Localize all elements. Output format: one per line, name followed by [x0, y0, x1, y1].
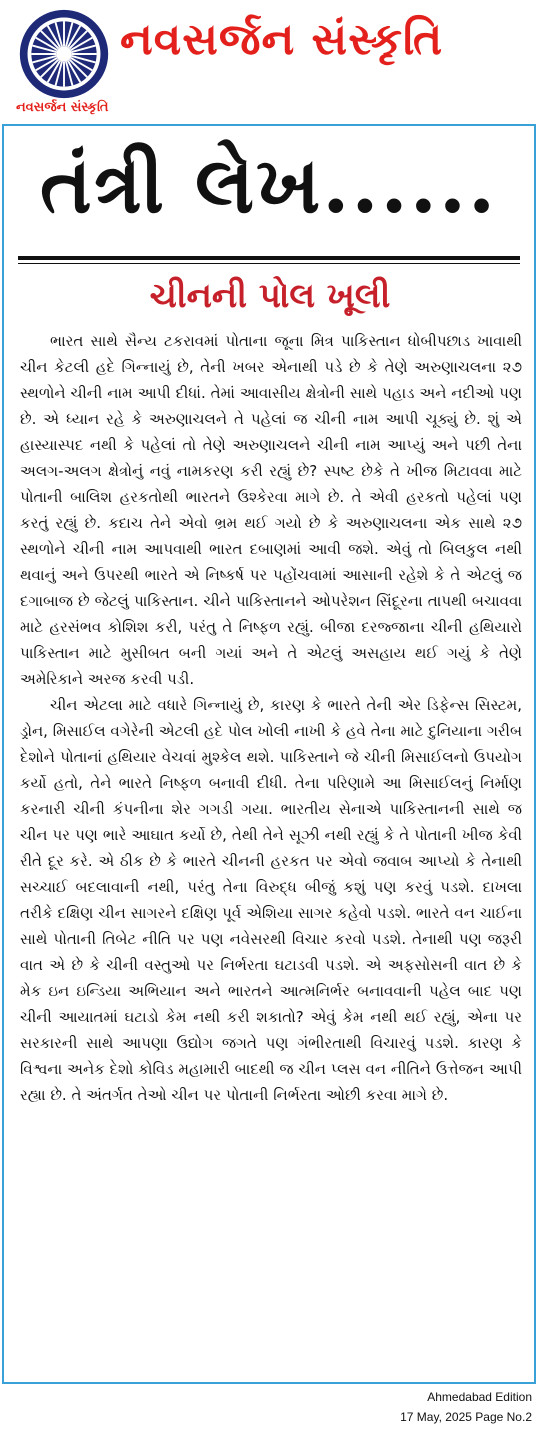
- edition-label: Ahmedabad Edition: [427, 1390, 532, 1404]
- title-rule-thick: [18, 256, 520, 260]
- section-title: તંત્રી લેખ......: [40, 140, 498, 231]
- article-paragraph: ભારત સાથે સૈન્ય ટકરાવમાં પોતાના જૂના મિત્ર પાકિસ્તાન ધોબીપછાડ ખાવાથી ચીન કેટલી હદે ગિન્નાયું છે, તેની ખબર એનાથી પડે છે કે તેણે અરુણાચલના ૨૭ સ્થળોને ચીની નામ આપી દીધાં. તેમાં આવાસીય ક્ષેત્રોની સાથે પહાડ અને નદીઓ પણ છે. એ ધ્યાન રહે કે અરુણાચલને તે પહેલાં જ ચીની નામ આપી ચૂક્યું છે. શું એ હાસ્યાસ્પદ નથી કે પહેલાં તો તેણે અરુણાચલને ચીની નામ આપ્યું અને પછી તેના અલગ-અલગ ક્ષેત્રોનું નવું નામકરણ કરી રહ્યું છે? સ્પષ્ટ છેકે તે ખીજ મિટાવવા માટે પોતાની બાલિશ હરકતોથી ભારતને ઉશ્કેરવા માગે છે. તે એવી હરકતો પહેલાં પણ કરતું રહ્યું છે. કદાચ તેને એવો ભ્રમ થઈ ગયો છે કે અરુણાચલના એક સાથે ૨૭ સ્થળોને ચીની નામ આપવાથી ભારત દબાણમાં આવી જશે. એવું તો બિલકુલ નથી થવાનું અને ઉપરથી ભારતે એ નિષ્કર્ષ પર પહોંચવામાં આસાની રહેશે કે તે એટલું જ દગાબાજ છે જેટલું પાકિસ્તાન. ચીને પાકિસ્તાનને ઓપરેશન સિંદૂરના તાપથી બચાવવા માટે હરસંભવ કોશિશ કરી, પરંતુ તે નિષ્ફળ રહ્યું. બીજા દરજ્જાના ચીની હથિયારો પાકિસ્તાન માટે મુસીબત બની ગયાં અને તે એટલું અસહાય થઈ ગયું કે તેણે અમેરિકાને અરજ કરવી પડી.: [20, 332, 522, 688]
- date-page-label: 17 May, 2025 Page No.2: [400, 1410, 532, 1424]
- ashoka-chakra-logo-icon: [16, 6, 112, 102]
- title-rule-thin: [18, 263, 520, 264]
- article-paragraph: ચીન એટલા માટે વધારે ગિન્નાયું છે, કારણ કે ભારતે તેની એર ડિફેન્સ સિસ્ટમ, ડ્રોન, મિસાઈલ વગેરેની એટલી હદે પોલ ખોલી નાખી કે હવે તેના માટે દુનિયાના ગરીબ દેશોને પોતાનાં હથિયાર વેચવાં મુશ્કેલ થશે. પાકિસ્તાને જે ચીની મિસાઈલનો ઉપયોગ કર્યો હતો, તેને ભારતે નિષ્ફળ બનાવી દીધી. તેના પરિણામે આ મિસાઈલનું નિર્માણ કરનારી ચીની કંપનીના શેર ગગડી ગયા. ભારતીય સેનાએ પાકિસ્તાનની સાથે જ ચીન પર પણ ભારે આઘાત કર્યો છે, તેથી તેને સૂઝી નથી રહ્યું કે તે પોતાની ખીજ કેવી રીતે દૂર કરે. એ ઠીક છે કે ભારતે ચીનની હરકત પર એવો જવાબ આપ્યો કે તેનાથી સચ્ચાઈ બદલાવાની નથી, પરંતુ તેના વિરુદ્ધ બીજું કશું પણ કરવું પડશે. દાખલા તરીકે દક્ષિણ ચીન સાગરને દક્ષિણ પૂર્વ એશિયા સાગર કહેવો પડશે. ભારતે વન ચાઈના સાથે પોતાની તિબેટ નીતિ પર પણ નવેસરથી વિચાર કરવો પડશે. તેનાથી પણ જરૂરી વાત એ છે કે ચીની વસ્તુઓ પર નિર્ભરતા ઘટાડવી પડશે. એ અફસોસની વાત છે કે મેક ઇન ઇન્ડિયા અભિયાન અને ભારતને આત્મનિર્ભર બનાવવાની પહેલ બાદ પણ ચીની આયાતમાં ઘટાડો કેમ નથી કરી શકાતો? એવું કેમ નથી થઈ રહ્યું, એના પર સરકારની સાથે આપણા ઉદ્યોગ જગતે પણ ગંભીરતાથી વિચારવું પડશે. કારણ કે વિશ્વના અનેક દેશો કોવિડ મહામારી બાદથી જ ચીન પ્લસ વન નીતિને ઉત્તેજન આપી રહ્યા છે. તે અંતર્ગત તેઓ ચીન પર પોતાની નિર્ભરતા ઓછી કરવા માગે છે.: [20, 696, 522, 1104]
- masthead: [0, 0, 540, 122]
- article-headline: ચીનની પોલ ખૂલી: [149, 276, 391, 316]
- brand-subtitle: નવસર્જન સંસ્કૃતિ: [16, 100, 109, 115]
- brand-name: નવસર્જન સંસ્કૃતિ: [120, 14, 444, 65]
- article-body: [20, 328, 522, 1108]
